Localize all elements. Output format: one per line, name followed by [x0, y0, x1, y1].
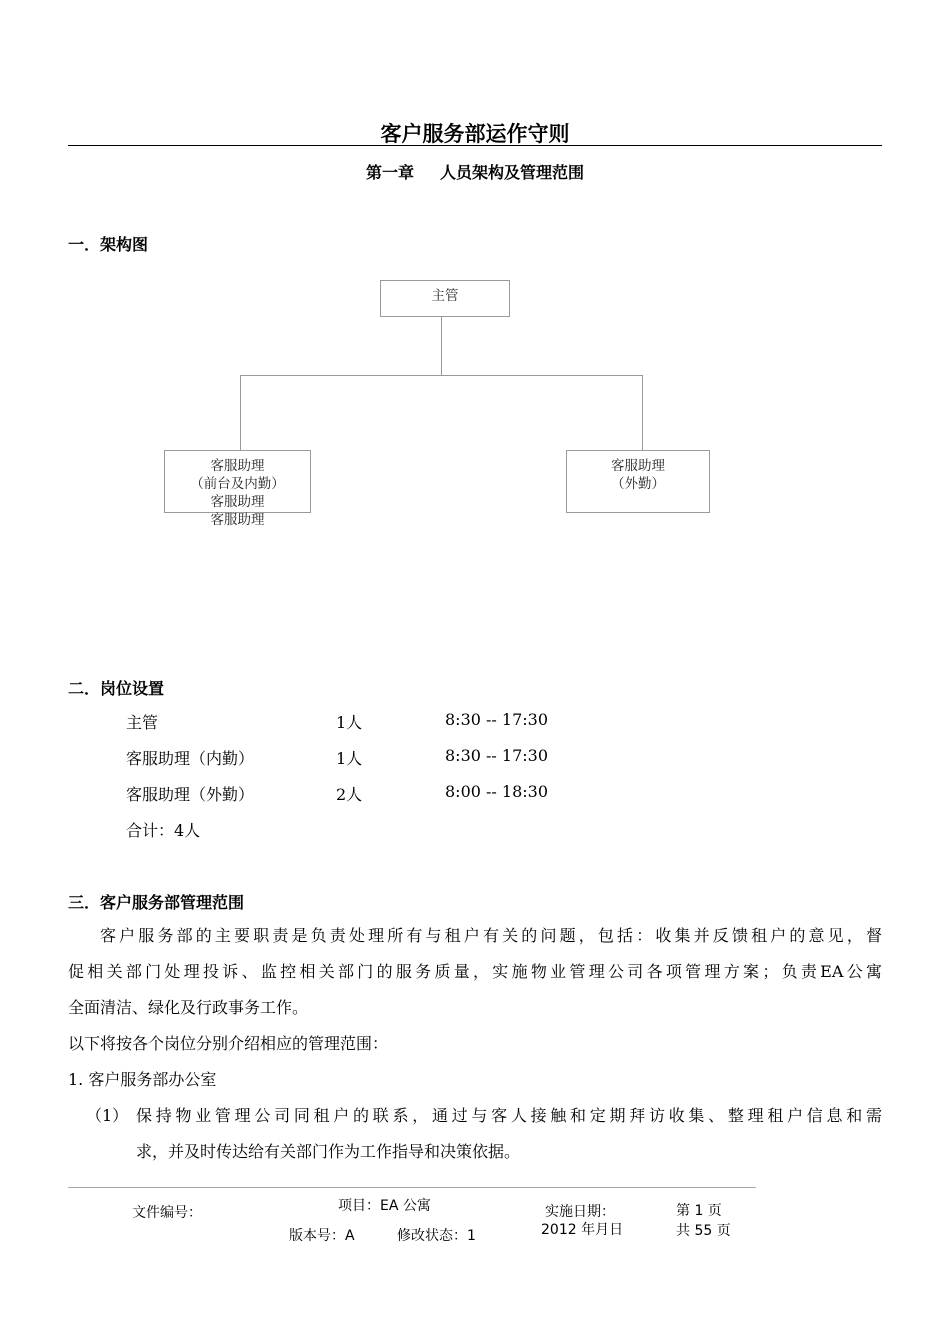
position-count: 1人: [336, 713, 363, 732]
org-connector-right: [642, 375, 643, 451]
org-label-assistant-front: [164, 457, 311, 529]
position-count: 2人: [336, 785, 363, 804]
chapter-heading: [0, 160, 950, 183]
org-connector-horizontal: [240, 375, 643, 376]
position-name: 客服助理（内勤）: [126, 749, 255, 768]
org-label-line: （外勤）: [611, 476, 665, 492]
position-name: 客服助理（外勤）: [126, 785, 255, 804]
chapter-number: 第一章: [365, 163, 414, 182]
footer-file-number: 文件编号：: [132, 1205, 202, 1221]
org-label-line: （前台及内勤）: [190, 476, 285, 492]
org-connector-vertical: [441, 317, 442, 376]
intro-text: 以下将按各个岗位分别介绍相应的管理范围：: [68, 1034, 389, 1053]
footer-page-total: 共 55 页: [676, 1223, 731, 1239]
footer-impl-date: 2012 年月日: [541, 1222, 624, 1238]
footer-project: 项目：EA 公寓: [338, 1198, 431, 1214]
org-label-supervisor: 主管: [431, 288, 459, 304]
body-paragraph-line: 全面清洁、绿化及行政事务工作。: [68, 998, 309, 1017]
org-connector-left: [240, 375, 241, 451]
body-paragraph-line: 促相关部门处理投诉、监控相关部门的服务质量，实施物业管理公司各项管理方案；负责EA公寓: [68, 962, 882, 981]
position-name: 主管: [126, 713, 159, 732]
position-hours: 8:30 -- 17:30: [445, 746, 549, 765]
section2-heading: 二．岗位设置: [68, 679, 165, 698]
position-hours: 8:00 -- 18:30: [445, 782, 549, 801]
footer-version: 版本号：A: [289, 1228, 355, 1244]
org-label-assistant-field: [566, 457, 710, 493]
sub-item-marker: （1）: [86, 1106, 129, 1125]
positions-total: 合计：4人: [126, 821, 201, 840]
position-hours: 8:30 -- 17:30: [445, 710, 549, 729]
org-label-line: 客服助理: [210, 458, 265, 474]
footer-page-number: 第 1 页: [676, 1203, 722, 1219]
document-title: 客户服务部运作守则: [380, 122, 570, 146]
org-label-line: 客服助理: [210, 494, 265, 510]
sub-item-line: 求，并及时传达给有关部门作为工作指导和决策依据。: [136, 1142, 521, 1161]
sub-item-line: 保持物业管理公司同租户的联系，通过与客人接触和定期拜访收集、整理租户信息和需: [136, 1106, 882, 1125]
footer-revision: 修改状态：1: [397, 1228, 476, 1244]
footer-divider: [68, 1187, 756, 1188]
chapter-name: 人员架构及管理范围: [440, 163, 585, 182]
position-count: 1人: [336, 749, 363, 768]
org-label-line: 客服助理: [611, 458, 665, 474]
org-label-line: 客服助理: [210, 512, 265, 528]
body-paragraph-line: 客户服务部的主要职责是负责处理所有与租户有关的问题，包括：收集并反馈租户的意见，督: [100, 926, 882, 945]
title-underline: [68, 145, 882, 146]
list-item-heading: 1. 客户服务部办公室: [68, 1070, 217, 1089]
section1-heading: 一．架构图: [68, 235, 149, 254]
footer-impl-date-label: 实施日期：: [545, 1204, 615, 1220]
section3-heading: 三．客户服务部管理范围: [68, 893, 245, 912]
